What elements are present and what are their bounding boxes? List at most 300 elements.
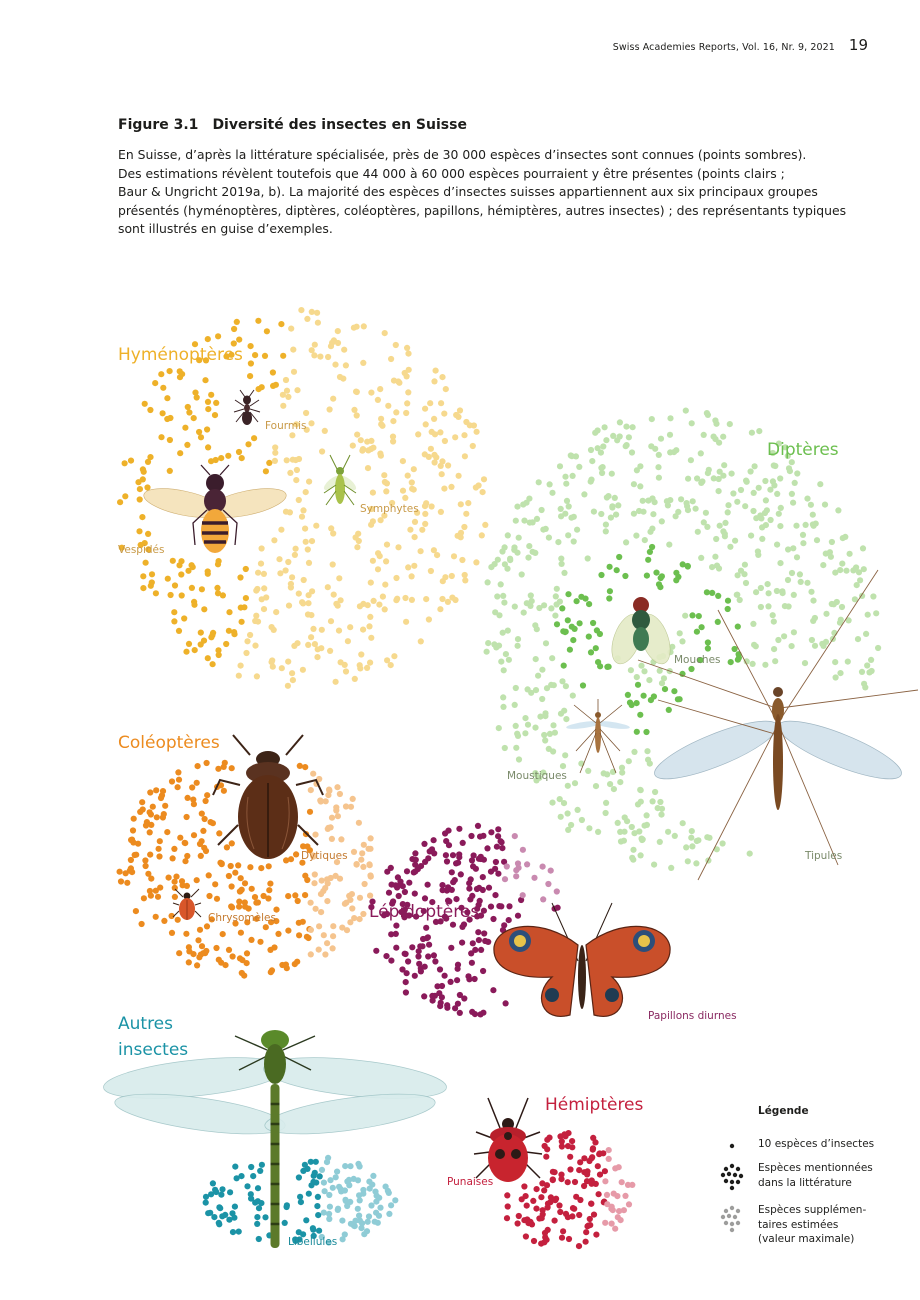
- species-dot: [635, 682, 641, 688]
- species-dot: [304, 934, 310, 940]
- species-dot: [524, 600, 530, 606]
- species-dot: [758, 604, 764, 610]
- species-dot: [186, 409, 192, 415]
- species-dot: [153, 914, 159, 920]
- species-dot: [688, 457, 694, 463]
- species-dot: [515, 636, 521, 642]
- species-dot: [335, 340, 341, 346]
- legend-label-estimated-line-3: (valeur maximale): [758, 1233, 855, 1245]
- species-dot: [645, 557, 651, 563]
- species-dot: [514, 550, 520, 556]
- species-dot: [578, 594, 584, 600]
- species-dot: [405, 473, 411, 479]
- species-dot: [295, 898, 301, 904]
- species-dot: [465, 500, 471, 506]
- species-dot: [506, 657, 512, 663]
- species-dot: [502, 745, 508, 751]
- species-dot: [419, 527, 425, 533]
- species-dot: [657, 584, 663, 590]
- species-dot: [179, 592, 185, 598]
- species-dot: [298, 1199, 304, 1205]
- species-dot: [409, 944, 415, 950]
- species-dot: [759, 536, 765, 542]
- species-dot: [265, 895, 271, 901]
- species-dot: [494, 844, 500, 850]
- species-dot: [552, 730, 558, 736]
- species-dot: [689, 828, 695, 834]
- species-dot: [229, 765, 235, 771]
- species-dot: [198, 434, 204, 440]
- species-dot: [189, 562, 195, 568]
- species-dot: [216, 652, 222, 658]
- species-dot: [249, 886, 255, 892]
- species-dot: [546, 746, 552, 752]
- species-dot: [422, 895, 428, 901]
- species-dot: [342, 1163, 348, 1169]
- species-dot: [236, 673, 242, 679]
- species-dot: [863, 631, 869, 637]
- species-dot: [557, 1209, 563, 1215]
- species-dot: [206, 893, 212, 899]
- species-dot: [354, 544, 360, 550]
- species-dot: [519, 571, 525, 577]
- species-dot: [212, 412, 218, 418]
- species-dot: [154, 814, 160, 820]
- species-dot: [243, 566, 249, 572]
- species-dot: [271, 627, 277, 633]
- species-dot: [149, 579, 155, 585]
- species-dot: [715, 593, 721, 599]
- species-dot: [429, 503, 435, 509]
- species-dot: [572, 780, 578, 786]
- species-dot: [158, 371, 164, 377]
- species-dot: [334, 784, 340, 790]
- species-dot: [237, 574, 243, 580]
- species-dot: [833, 674, 839, 680]
- species-dot: [205, 336, 211, 342]
- species-dot: [255, 318, 261, 324]
- species-dot: [177, 835, 183, 841]
- species-dot: [453, 860, 459, 866]
- species-dot: [734, 592, 740, 598]
- legend-item-known: [718, 1161, 878, 1193]
- species-dot: [629, 855, 635, 861]
- species-dot: [622, 573, 628, 579]
- species-dot: [479, 532, 485, 538]
- species-dot: [481, 930, 487, 936]
- species-dot: [161, 918, 167, 924]
- species-dot: [343, 362, 349, 368]
- species-dot: [157, 838, 163, 844]
- species-dot: [618, 838, 624, 844]
- species-dot: [390, 418, 396, 424]
- species-dot: [794, 554, 800, 560]
- species-dot: [269, 659, 275, 665]
- species-dot: [809, 637, 815, 643]
- species-dot: [623, 443, 629, 449]
- species-dot: [617, 433, 623, 439]
- species-dot: [140, 806, 146, 812]
- species-dot: [454, 977, 460, 983]
- species-dot: [521, 518, 527, 524]
- species-dot: [271, 537, 277, 543]
- species-dot: [720, 434, 726, 440]
- species-dot: [572, 1179, 578, 1185]
- species-dot: [490, 916, 496, 922]
- species-dot: [646, 677, 652, 683]
- species-dot: [437, 966, 443, 972]
- species-dot: [370, 490, 376, 496]
- species-dot: [457, 407, 463, 413]
- species-dot: [550, 1176, 556, 1182]
- species-dot: [327, 1177, 333, 1183]
- species-dot: [142, 857, 148, 863]
- species-dot: [432, 958, 438, 964]
- species-dot: [333, 807, 339, 813]
- example-label-tipules: Tipules: [805, 850, 843, 862]
- species-dot: [629, 824, 635, 830]
- figure-title-text: Diversité des insectes en Suisse: [212, 117, 467, 133]
- species-dot: [186, 959, 192, 965]
- example-label-mouches: Mouches: [674, 654, 721, 666]
- species-dot: [613, 511, 619, 517]
- species-dot: [665, 829, 671, 835]
- species-dot: [501, 667, 507, 673]
- species-dot: [689, 843, 695, 849]
- species-dot: [290, 677, 296, 683]
- species-dot: [677, 630, 683, 636]
- species-dot: [395, 874, 401, 880]
- species-dot: [143, 822, 149, 828]
- species-dot: [377, 386, 383, 392]
- species-dot: [235, 862, 241, 868]
- species-dot: [409, 573, 415, 579]
- species-dot: [253, 613, 259, 619]
- species-dot: [360, 360, 366, 366]
- species-dot: [462, 577, 468, 583]
- species-dot: [170, 558, 176, 564]
- species-dot: [357, 1197, 363, 1203]
- species-dot: [563, 1211, 569, 1217]
- species-dot: [321, 932, 327, 938]
- species-dot: [388, 958, 394, 964]
- species-dot: [238, 663, 244, 669]
- species-dot: [549, 800, 555, 806]
- species-dot: [178, 558, 184, 564]
- species-dot: [782, 603, 788, 609]
- species-dot: [162, 803, 168, 809]
- species-dot: [533, 656, 539, 662]
- species-dot: [711, 434, 717, 440]
- species-dot: [857, 577, 863, 583]
- species-dot: [568, 515, 574, 521]
- species-dot: [606, 1147, 612, 1153]
- species-dot: [216, 830, 222, 836]
- species-dot: [540, 896, 546, 902]
- species-dot: [403, 951, 409, 957]
- species-dot: [831, 601, 837, 607]
- species-dot: [405, 564, 411, 570]
- species-dot: [673, 577, 679, 583]
- species-dot: [340, 376, 346, 382]
- species-dot: [131, 816, 137, 822]
- species-dot: [459, 940, 465, 946]
- species-dot: [147, 407, 153, 413]
- species-dot: [716, 565, 722, 571]
- species-dot: [292, 892, 298, 898]
- species-dot: [222, 760, 228, 766]
- species-dot: [496, 612, 502, 618]
- species-dot: [565, 783, 571, 789]
- species-dot: [523, 500, 529, 506]
- species-dot: [384, 869, 390, 875]
- species-dot: [625, 1182, 631, 1188]
- species-dot: [405, 351, 411, 357]
- species-dot: [242, 899, 248, 905]
- species-dot: [741, 571, 747, 577]
- species-dot: [322, 1188, 328, 1194]
- species-dot: [530, 519, 536, 525]
- species-dot: [224, 844, 230, 850]
- species-dot: [313, 523, 319, 529]
- species-dot: [361, 323, 367, 329]
- species-dot: [189, 585, 195, 591]
- species-dot: [149, 571, 155, 577]
- species-dot: [395, 883, 401, 889]
- species-dot: [571, 1206, 577, 1212]
- species-dot: [515, 1220, 521, 1226]
- species-dot: [615, 1214, 621, 1220]
- species-dot: [695, 529, 701, 535]
- species-dot: [183, 931, 189, 937]
- species-dot: [728, 659, 734, 665]
- species-dot: [606, 1156, 612, 1162]
- species-dot: [847, 551, 853, 557]
- species-dot: [434, 983, 440, 989]
- species-dot: [484, 845, 490, 851]
- species-dot: [615, 820, 621, 826]
- species-dot: [611, 786, 617, 792]
- species-dot: [347, 919, 353, 925]
- species-dot: [352, 676, 358, 682]
- species-dot: [169, 778, 175, 784]
- species-dot: [455, 1001, 461, 1007]
- species-dot: [642, 537, 648, 543]
- species-dot: [450, 922, 456, 928]
- species-dot: [226, 947, 232, 953]
- species-dot: [332, 362, 338, 368]
- species-dot: [563, 683, 569, 689]
- species-dot: [143, 863, 149, 869]
- species-dot: [536, 1215, 542, 1221]
- species-dot: [561, 570, 567, 576]
- species-dot: [314, 310, 320, 316]
- species-dot: [433, 368, 439, 374]
- species-dot: [456, 854, 462, 860]
- species-dot: [570, 637, 576, 643]
- species-dot: [205, 655, 211, 661]
- species-dot: [445, 599, 451, 605]
- species-dot: [685, 507, 691, 513]
- species-dot: [355, 1177, 361, 1183]
- fly-icon: [606, 597, 676, 668]
- caption-line: Baur & Ungricht 2019a, b). La majorité des espèces d’insectes suisses appartiennent aux six principaux groupes: [118, 184, 818, 200]
- species-dot: [388, 1202, 394, 1208]
- species-dot: [254, 673, 260, 679]
- species-dot: [191, 602, 197, 608]
- species-dot: [234, 319, 240, 325]
- species-dot: [839, 604, 845, 610]
- example-label-dytiques: Dytiques: [301, 850, 348, 862]
- species-dot: [552, 613, 558, 619]
- species-dot: [694, 629, 700, 635]
- species-dot: [561, 708, 567, 714]
- species-dot: [541, 602, 547, 608]
- species-dot: [462, 453, 468, 459]
- species-dot: [614, 567, 620, 573]
- species-dot: [504, 1192, 510, 1198]
- species-dot: [399, 966, 405, 972]
- species-dot: [630, 424, 636, 430]
- species-dot: [542, 1234, 548, 1240]
- group-name-lepidopteres: Lépidoptères: [369, 902, 480, 922]
- species-dot: [429, 993, 435, 999]
- species-dot: [139, 921, 145, 927]
- species-dot: [302, 764, 308, 770]
- species-dot: [272, 458, 278, 464]
- species-dot: [569, 1213, 575, 1219]
- species-dot: [427, 400, 433, 406]
- species-dot: [598, 511, 604, 517]
- species-dot: [695, 837, 701, 843]
- species-dot: [558, 556, 564, 562]
- species-dot: [316, 1228, 322, 1234]
- species-dot: [860, 545, 866, 551]
- species-dot: [202, 377, 208, 383]
- species-dot: [603, 800, 609, 806]
- species-dot: [574, 598, 580, 604]
- species-dot: [513, 873, 519, 879]
- species-dot: [532, 725, 538, 731]
- species-dot: [234, 1175, 240, 1181]
- species-dot: [328, 824, 334, 830]
- species-dot: [699, 478, 705, 484]
- species-dot: [428, 446, 434, 452]
- species-dot: [505, 532, 511, 538]
- species-dot: [720, 840, 726, 846]
- species-dot: [682, 613, 688, 619]
- species-dot: [218, 455, 224, 461]
- species-dot: [476, 937, 482, 943]
- species-dot: [701, 432, 707, 438]
- species-dot: [354, 432, 360, 438]
- species-dot: [236, 337, 242, 343]
- species-dot: [413, 857, 419, 863]
- species-dot: [197, 927, 203, 933]
- species-dot: [194, 877, 200, 883]
- species-dot: [341, 347, 347, 353]
- species-dot: [762, 478, 768, 484]
- species-dot: [865, 612, 871, 618]
- species-dot: [373, 948, 379, 954]
- species-dot: [662, 686, 668, 692]
- species-dot: [703, 510, 709, 516]
- species-dot: [666, 707, 672, 713]
- species-dot: [778, 505, 784, 511]
- species-dot: [360, 601, 366, 607]
- species-dot: [324, 898, 330, 904]
- species-dot: [667, 415, 673, 421]
- species-dot: [494, 593, 500, 599]
- page-header: [613, 36, 868, 54]
- species-dot: [499, 845, 505, 851]
- species-dot: [339, 1218, 345, 1224]
- species-dot: [481, 476, 487, 482]
- species-dot: [254, 1221, 260, 1227]
- species-dot: [354, 389, 360, 395]
- species-dot: [212, 1187, 218, 1193]
- species-dot: [140, 573, 146, 579]
- species-dot: [462, 572, 468, 578]
- species-dot: [438, 463, 444, 469]
- species-dot: [521, 1183, 527, 1189]
- species-dot: [315, 646, 321, 652]
- species-dot: [165, 576, 171, 582]
- species-dot: [600, 443, 606, 449]
- species-dot: [822, 502, 828, 508]
- species-dot: [531, 1238, 537, 1244]
- species-dot: [490, 987, 496, 993]
- species-dot: [793, 523, 799, 529]
- species-dot: [321, 1210, 327, 1216]
- species-dot: [837, 670, 843, 676]
- species-dot: [558, 1172, 564, 1178]
- species-dot: [375, 566, 381, 572]
- species-dot: [350, 796, 356, 802]
- species-dot: [485, 939, 491, 945]
- species-dot: [335, 1206, 341, 1212]
- species-dot: [478, 856, 484, 862]
- species-dot: [375, 1220, 381, 1226]
- species-dot: [513, 723, 519, 729]
- species-dot: [327, 406, 333, 412]
- species-dot: [644, 573, 650, 579]
- species-dot: [244, 1183, 250, 1189]
- species-dot: [425, 855, 431, 861]
- species-dot: [285, 659, 291, 665]
- species-dot: [427, 848, 433, 854]
- species-dot: [175, 769, 181, 775]
- species-dot: [845, 659, 851, 665]
- species-dot: [649, 526, 655, 532]
- species-dot: [659, 680, 665, 686]
- species-dot: [586, 825, 592, 831]
- species-dot: [326, 788, 332, 794]
- species-dot: [368, 835, 374, 841]
- species-dot: [790, 545, 796, 551]
- species-dot: [263, 468, 269, 474]
- species-dot: [228, 863, 234, 869]
- species-dot: [349, 905, 355, 911]
- species-dot: [422, 521, 428, 527]
- species-dot: [328, 875, 334, 881]
- species-dot: [278, 321, 284, 327]
- species-dot: [189, 784, 195, 790]
- species-dot: [696, 613, 702, 619]
- species-dot: [358, 437, 364, 443]
- species-dot: [443, 838, 449, 844]
- species-dot: [258, 561, 264, 567]
